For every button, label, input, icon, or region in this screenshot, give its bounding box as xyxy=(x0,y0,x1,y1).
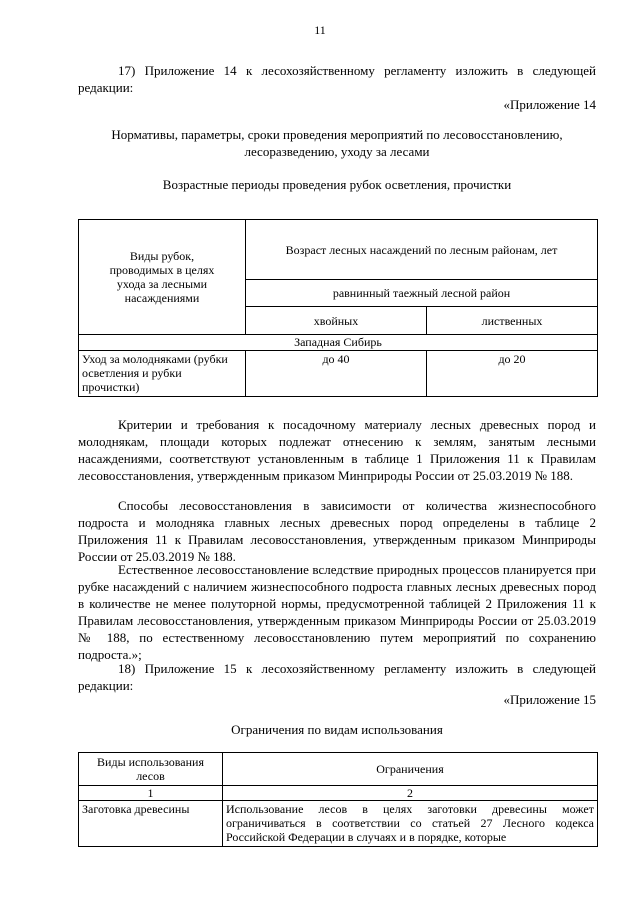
row-label-timber: Заготовка древесины xyxy=(79,801,223,847)
heading-norms: Нормативы, параметры, сроки проведения мероприятий по лесовосстановлению, лесоразведению, уходу за лесами xyxy=(111,127,563,159)
item-18-text: 18) Приложение 15 к лесохозяйственному регламенту изложить в следующей редакции: xyxy=(78,661,596,693)
item-17-text: 17) Приложение 14 к лесохозяйственному регламенту изложить в следующей редакции: xyxy=(78,63,596,95)
col-age-header: Возраст лесных насаждений по лесным районам, лет xyxy=(246,220,598,280)
restrictions-table xyxy=(78,752,598,847)
page-number: 11 xyxy=(314,23,326,37)
col-2-number: 2 xyxy=(223,786,598,801)
col-1-number: 1 xyxy=(79,786,223,801)
paragraph-methods: Способы лесовосстановления в зависимости от количества жизнеспособного подроста и молодняка главных лесных древесных пород определены в таблице 2 Приложения 11 к Правилам лесовосстановления, утвержденным приказом Минприроды России от 25.03.2019 № 188. xyxy=(78,498,596,564)
region-row: Западная Сибирь xyxy=(79,335,598,351)
deciduous-value: до 20 xyxy=(427,351,598,397)
col-usage-types-header: Виды использования лесов xyxy=(79,753,223,786)
appendix-14-ref: «Приложение 14 xyxy=(503,97,596,112)
deciduous-header: лиственных xyxy=(427,307,598,335)
row-label-young-stands: Уход за молодняками (рубки осветления и рубки прочистки) xyxy=(79,351,246,397)
row-timber-restrictions: Использование лесов в целях заготовки древесины может ограничиваться в соответствии со статьей 27 Лесного кодекса Российской Федерации в случаях и в порядке, которые xyxy=(223,801,598,847)
age-periods-table xyxy=(78,219,598,397)
col-restrictions-header: Ограничения xyxy=(223,753,598,786)
conifer-header: хвойных xyxy=(246,307,427,335)
paragraph-criteria: Критерии и требования к посадочному материалу лесных древесных пород и молоднякам, площади которых подлежат отнесению к землям, занятым лесными насаждениями, соответствуют установленным в таблице 1 Приложения 11 к Правилам лесовосстановления, утвержденным приказом Минприроды России от 25.03.2019 № 188. xyxy=(78,417,596,483)
paragraph-natural-regeneration: Естественное лесовосстановление вследствие природных процессов планируется при рубке насаждений с наличием жизнеспособного подроста главных лесных древесных пород в количестве не менее полуторной нормы, предусмотренной таблицей 2 Приложения 11 к Правилам лесовосстановления, утвержденным приказом Минприроды России от 25.03.2019 № 188, по естественному лесовосстановлению путем мероприятий по сохранению подроста.»; xyxy=(78,562,596,662)
heading-restrictions: Ограничения по видам использования xyxy=(231,722,443,737)
appendix-15-ref: «Приложение 15 xyxy=(503,692,596,707)
heading-age-periods: Возрастные периоды проведения рубок осветления, прочистки xyxy=(162,177,512,192)
conifer-value: до 40 xyxy=(246,351,427,397)
district-header: равнинный таежный лесной район xyxy=(246,280,598,307)
col-cutting-types-header: Виды рубок, проводимых в целях ухода за лесными насаждениями xyxy=(79,220,246,335)
